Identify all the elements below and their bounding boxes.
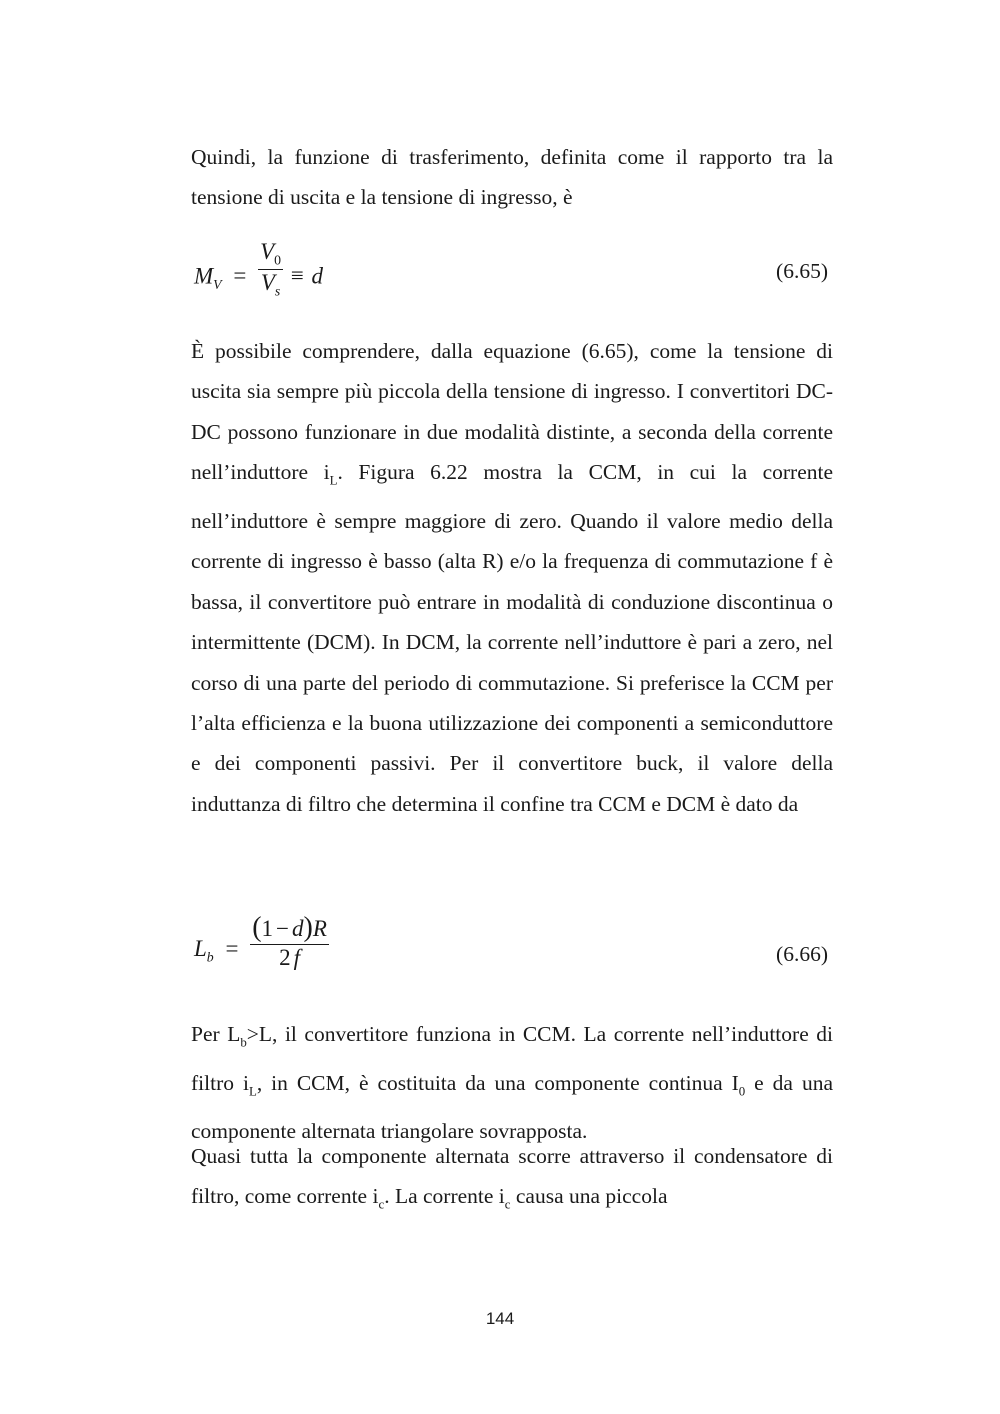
eq1-den-sub: s bbox=[274, 283, 281, 299]
eq2-paren-close: ) bbox=[303, 912, 313, 943]
paragraph-capacitor-text-3: causa una piccola bbox=[510, 1184, 668, 1209]
paragraph-capacitor-sub-c2: c bbox=[504, 1197, 511, 1212]
paragraph-ccm-text-4: e da una componente alternata triangolare sovrapposta. bbox=[191, 1070, 833, 1144]
page-number: 144 bbox=[485, 1309, 515, 1328]
paragraph-capacitor-sub-c1: c bbox=[378, 1197, 385, 1212]
eq1-numerator bbox=[258, 239, 283, 270]
eq1-lhs: M bbox=[194, 263, 214, 289]
paragraph-intro bbox=[191, 137, 833, 218]
eq1-num-sub: 0 bbox=[274, 252, 282, 268]
paragraph-ccm-text-3: , in CCM, è costituita da una componente continua I bbox=[256, 1070, 739, 1095]
eq1-equals: = bbox=[233, 263, 247, 289]
eq2-R: R bbox=[312, 916, 327, 941]
eq1-denominator bbox=[258, 270, 283, 300]
paragraph-ccm-sub-l: L bbox=[248, 1084, 257, 1098]
paragraph-intro-text: Quindi, la funzione di trasferimento, definita come il rapporto tra la tensione di uscita e la tensione di ingresso, è bbox=[191, 145, 833, 210]
equation-6-65 bbox=[191, 239, 833, 307]
eq1-den-var: V bbox=[260, 269, 275, 295]
equation-6-66 bbox=[191, 912, 833, 992]
eq1-rhs: d bbox=[311, 263, 324, 289]
paragraph-ccm bbox=[191, 1014, 833, 1152]
eq2-minus: − bbox=[276, 916, 289, 941]
eq1-fraction bbox=[258, 239, 283, 299]
paragraph-capacitor-text-2: . La corrente i bbox=[384, 1184, 505, 1209]
eq2-two: 2 bbox=[279, 945, 291, 970]
equation-6-65-formula bbox=[194, 239, 324, 299]
eq2-lhs-sub: b bbox=[206, 949, 214, 965]
equation-number-6-66: (6.66) bbox=[776, 942, 828, 966]
paragraph-ccm-sub-b: b bbox=[240, 1035, 247, 1050]
paragraph-ccm-sub-0: 0 bbox=[738, 1084, 746, 1098]
equation-6-66-formula bbox=[194, 912, 329, 971]
eq1-equiv: ≡ bbox=[290, 263, 304, 289]
paragraph-main bbox=[191, 331, 833, 824]
eq2-paren-open: ( bbox=[252, 912, 262, 943]
eq2-d: d bbox=[292, 916, 304, 941]
eq2-lhs: L bbox=[194, 935, 207, 961]
paragraph-main-text-1: È possibile comprendere, dalla equazione (6.65), come la tensione di uscita sia sempre più piccola della tensione di ingresso. I convertitori DC-DC possono funzionare in due modalità distinte, a seconda della corrente nell’induttore i bbox=[191, 339, 833, 485]
eq1-num-var: V bbox=[260, 239, 275, 264]
paragraph-ccm-text-1: Per L bbox=[191, 1022, 241, 1046]
eq2-fraction bbox=[250, 912, 329, 971]
paragraph-main-sub-l: L bbox=[329, 473, 338, 488]
paragraph-capacitor bbox=[191, 1136, 833, 1225]
equation-number-6-65: (6.65) bbox=[776, 259, 828, 283]
eq2-equals: = bbox=[225, 935, 239, 961]
eq2-numerator bbox=[250, 912, 329, 945]
eq1-lhs-sub: V bbox=[213, 276, 222, 292]
eq2-f: f bbox=[293, 945, 300, 970]
eq2-denominator bbox=[250, 945, 329, 971]
eq2-one: 1 bbox=[261, 916, 274, 941]
paragraph-ccm-text-2: >L, il convertitore funziona in CCM. La corrente nell’induttore di filtro i bbox=[191, 1022, 833, 1095]
paragraph-capacitor-text-1: Quasi tutta la componente alternata scorre attraverso il condensatore di filtro, come corrente i bbox=[191, 1144, 833, 1209]
paragraph-main-text-2: . Figura 6.22 mostra la CCM, in cui la corrente nell’induttore è sempre maggiore di zero. Quando il valore medio della corrente di ingresso è basso (alta R) e/o la frequenza di commutazione f è bassa, il convertitore può entrare in modalità di conduzione discontinua o intermittente (DCM). In DCM, la corrente nell’induttore è pari a zero, nel corso di una parte del periodo di commutazione. Si preferisce la CCM per l’alta efficienza e la buona utilizzazione dei componenti a semiconduttore e dei componenti passivi. Per il convertitore buck, il valore della induttanza di filtro che determina il confine tra CCM e DCM è dato da bbox=[191, 460, 834, 816]
